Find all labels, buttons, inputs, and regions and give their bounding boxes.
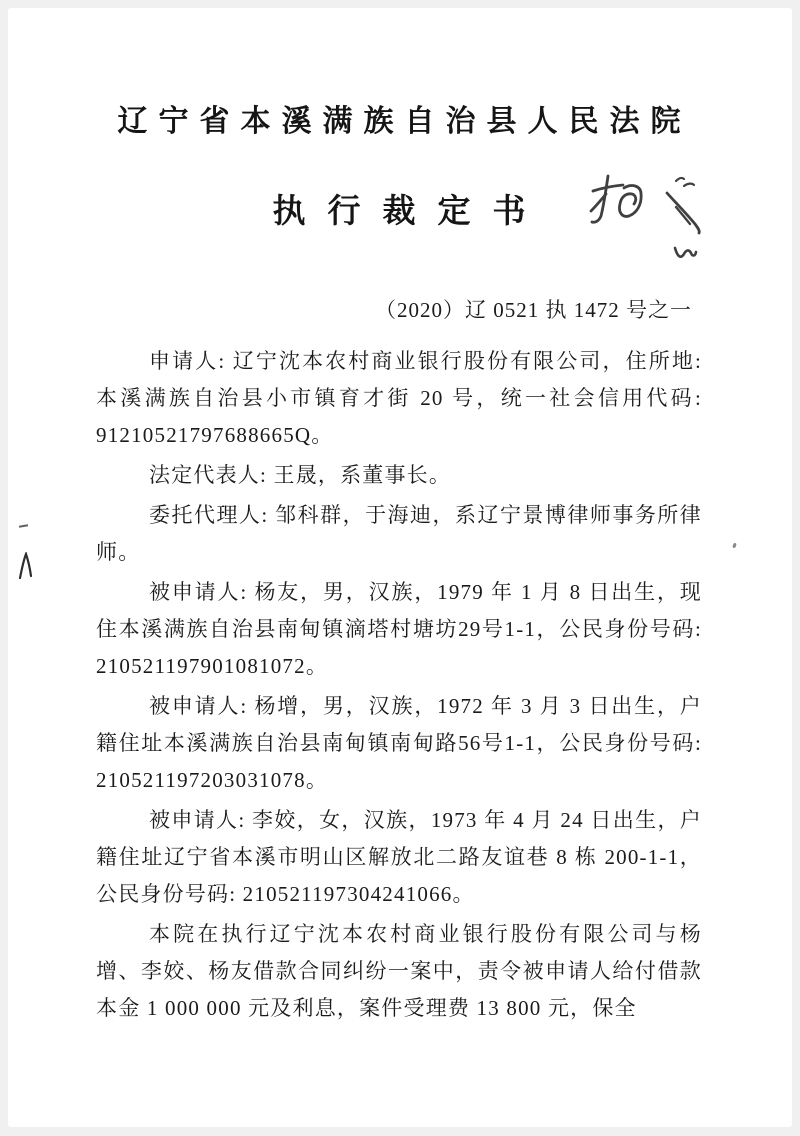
document-title: 执行裁定书 [272, 194, 548, 230]
document-content [8, 8, 792, 1027]
paragraph-legal-representative: 法定代表人: 王晟，系董事长。 [149, 463, 452, 487]
paragraph-applicant: 申请人: 辽宁沈本农村商业银行股份有限公司，住所地: 本溪满族自治县小市镇育才街 20 号，统一社会信用代码: 91210521797688665Q。 [96, 349, 702, 447]
paragraph-attorneys: 委托代理人: 邹科群，于海迪，系辽宁景博律师事务所律师。 [96, 503, 702, 564]
paragraph-respondent-1: 被申请人: 杨友，男，汉族，1979 年 1 月 8 日出生，现住本溪满族自治县南甸镇滴塔村塘坊29号1-1，公民身份号码: 210521197901081072。 [96, 580, 702, 678]
scanned-document-page [8, 8, 792, 1127]
document-body [96, 343, 702, 1027]
paragraph-respondent-3: 被申请人: 李姣，女，汉族，1973 年 4 月 24 日出生，户籍住址辽宁省本溪市明山区解放北二路友谊巷 8 栋 200-1-1，公民身份号码: 210521197304241066。 [96, 808, 702, 906]
court-name-heading: 辽宁省本溪满族自治县人民法院 [117, 105, 692, 138]
case-number: （2020）辽 0521 执 1472 号之一 [375, 298, 692, 322]
paragraph-case-summary: 本院在执行辽宁沈本农村商业银行股份有限公司与杨增、李姣、杨友借款合同纠纷一案中，责令被申请人给付借款本金 1 000 000 元及利息，案件受理费 13 800 元，保全 [96, 922, 702, 1020]
margin-caret-mark [18, 552, 34, 580]
paragraph-respondent-2: 被申请人: 杨增，男，汉族，1972 年 3 月 3 日出生，户籍住址本溪满族自治县南甸镇南甸路56号1-1，公民身份号码: 210521197203031078。 [96, 694, 702, 792]
